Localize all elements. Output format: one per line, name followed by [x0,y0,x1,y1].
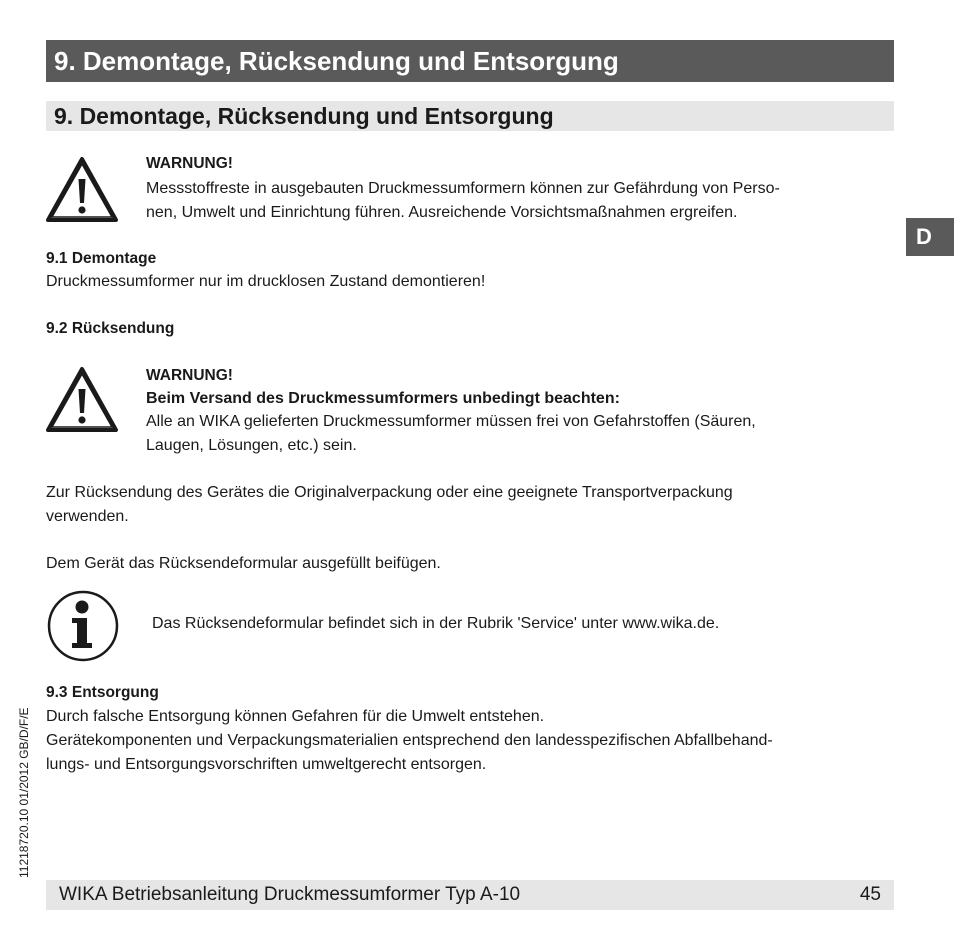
warning1-text-line2: nen, Umwelt und Einrichtung führen. Ausreichende Vorsichtsmaßnahmen ergreifen. [146,204,738,221]
section-9-3-text-line2: Gerätekomponenten und Verpackungsmaterialien entsprechend den landesspezifischen Abfallbehand- [46,732,773,749]
warning-triangle-icon [44,155,120,225]
warning2-text-line1: Alle an WIKA gelieferten Druckmessumformer müssen frei von Gefahrstoffen (Säuren, [146,413,756,430]
footer-title: WIKA Betriebsanleitung Druckmessumformer Typ A-10 [59,884,521,905]
section-9-2-heading: 9.2 Rücksendung [46,320,175,337]
warning-triangle-icon [44,365,120,435]
section-9-3-text-line1: Durch falsche Entsorgung können Gefahren für die Umwelt entstehen. [46,708,545,725]
warning1-text-line1: Messstoffreste in ausgebauten Druckmessumformern können zur Gefährdung von Perso- [146,180,780,197]
language-tab: D [906,218,954,256]
section-9-1-heading: 9.1 Demontage [46,250,157,267]
section-9-3-text-line3: lungs- und Entsorgungsvorschriften umweltgerecht entsorgen. [46,756,487,773]
return-text-line3: Dem Gerät das Rücksendeformular ausgefüllt beifügen. [46,555,441,572]
return-text-line1: Zur Rücksendung des Gerätes die Originalverpackung oder eine geeignete Transportverpackung [46,484,733,501]
chapter-title: 9. Demontage, Rücksendung und Entsorgung [46,40,894,82]
section-title: 9. Demontage, Rücksendung und Entsorgung [46,101,894,131]
warning2-subheading: Beim Versand des Druckmessumformers unbedingt beachten: [146,390,620,407]
info-icon [46,589,120,663]
warning2-text-line2: Laugen, Lösungen, etc.) sein. [146,437,357,454]
info-text: Das Rücksendeformular befindet sich in der Rubrik 'Service' unter www.wika.de. [152,615,720,632]
footer [46,880,894,910]
return-text-line2: verwenden. [46,508,129,525]
warning2-heading: WARNUNG! [146,367,233,384]
document-id: 11218720.10 01/2012 GB/D/F/E [17,707,31,878]
section-9-1-text: Druckmessumformer nur im drucklosen Zustand demontieren! [46,273,486,290]
section-9-3-heading: 9.3 Entsorgung [46,684,159,701]
warning1-heading: WARNUNG! [146,155,233,172]
page-number: 45 [859,884,881,905]
